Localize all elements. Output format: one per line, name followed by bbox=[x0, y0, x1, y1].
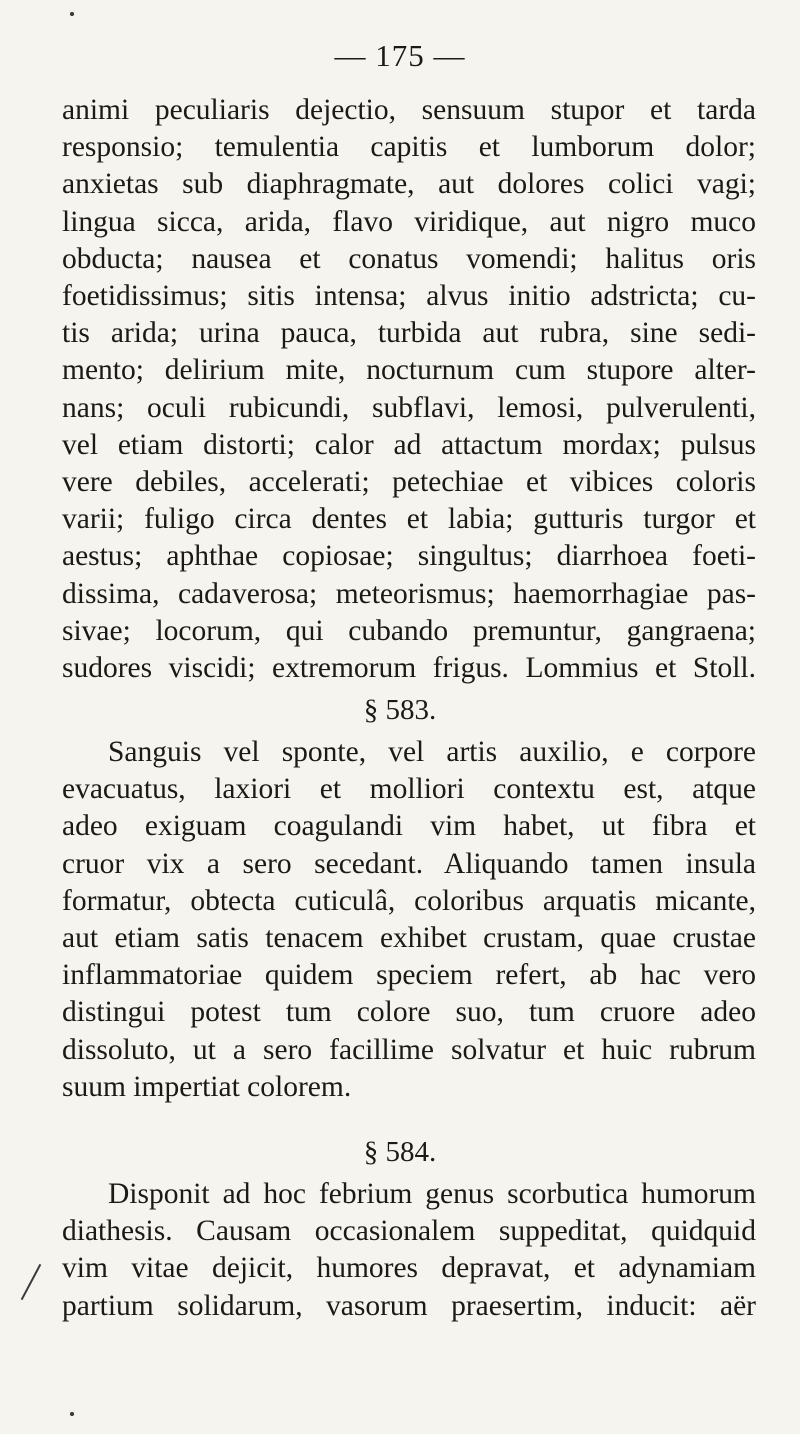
text-line: vere debiles, accelerati; petechiae et vibices coloris bbox=[62, 466, 756, 499]
text-line: aestus; aphthae copiosae; singultus; diarrhoea foeti- bbox=[62, 540, 756, 573]
text-line: cruor vix a sero secedant. Aliquando tamen insula bbox=[62, 847, 756, 880]
section-heading-584: § 584. bbox=[363, 1136, 437, 1168]
text-line: sudores viscidi; extremorum frigus. Lommius et Stoll. bbox=[62, 652, 756, 685]
text-line: varii; fuligo circa dentes et labia; gutturis turgor et bbox=[62, 503, 756, 536]
section-heading-583: § 583. bbox=[363, 694, 437, 726]
text-line: aut etiam satis tenacem exhibet crustam, quae crustae bbox=[62, 922, 756, 955]
text-line: vim vitae dejicit, humores depravat, et adynamiam bbox=[62, 1252, 756, 1285]
text-line: anxietas sub diaphragmate, aut dolores colici vagi; bbox=[62, 168, 756, 201]
paragraph-584 bbox=[62, 1176, 756, 1325]
text-line: dissima, cadaverosa; meteorismus; haemorrhagiae pas- bbox=[62, 577, 756, 610]
text-line: inflammatoriae quidem speciem refert, ab hac vero bbox=[62, 959, 756, 992]
text-line: partium solidarum, vasorum praesertim, inducit: aër bbox=[62, 1289, 756, 1322]
text-line: responsio; temulentia capitis et lumborum dolor; bbox=[62, 131, 756, 164]
text-line: Disponit ad hoc febrium genus scorbutica humorum bbox=[108, 1178, 756, 1210]
text-line: obducta; nausea et conatus vomendi; halitus oris bbox=[62, 242, 756, 275]
text-line: adeo exiguam coagulandi vim habet, ut fibra et bbox=[62, 810, 756, 843]
paragraph-continuation bbox=[62, 92, 756, 687]
text-line: lingua sicca, arida, flavo viridique, aut nigro muco bbox=[62, 205, 756, 238]
text-line: sivae; locorum, qui cubando premuntur, gangraena; bbox=[62, 614, 756, 647]
text-line: distingui potest tum colore suo, tum cruore adeo bbox=[62, 996, 756, 1029]
text-line: tis arida; urina pauca, turbida aut rubra, sine sedi- bbox=[62, 317, 756, 350]
text-line: dissoluto, ut a sero facillime solvatur et huic rubrum bbox=[62, 1033, 756, 1066]
text-line: diathesis. Causam occasionalem suppeditat, quidquid bbox=[62, 1215, 756, 1248]
print-speck bbox=[70, 12, 74, 16]
text-line: Sanguis vel sponte, vel artis auxilio, e corpore bbox=[108, 736, 756, 768]
text-line: suum impertiat colorem. bbox=[62, 1070, 352, 1103]
text-line: foetidissimus; sitis intensa; alvus initio adstricta; cu- bbox=[62, 280, 756, 313]
page-number: — 175 — bbox=[334, 38, 466, 73]
paragraph-583 bbox=[62, 734, 756, 1106]
text-line: nans; oculi rubicundi, subflavi, lemosi, pulverulenti, bbox=[62, 391, 756, 424]
text-line: vel etiam distorti; calor ad attactum mordax; pulsus bbox=[62, 428, 756, 461]
print-speck bbox=[70, 1412, 74, 1416]
text-line: formatur, obtecta cuticulâ, coloribus arquatis micante, bbox=[62, 884, 756, 917]
text-line: animi peculiaris dejectio, sensuum stupor et tarda bbox=[62, 94, 756, 126]
text-line: evacuatus, laxiori et molliori contextu est, atque bbox=[62, 773, 756, 806]
text-line: mento; delirium mite, nocturnum cum stupore alter- bbox=[62, 354, 756, 387]
margin-pencil-mark bbox=[21, 1264, 42, 1300]
